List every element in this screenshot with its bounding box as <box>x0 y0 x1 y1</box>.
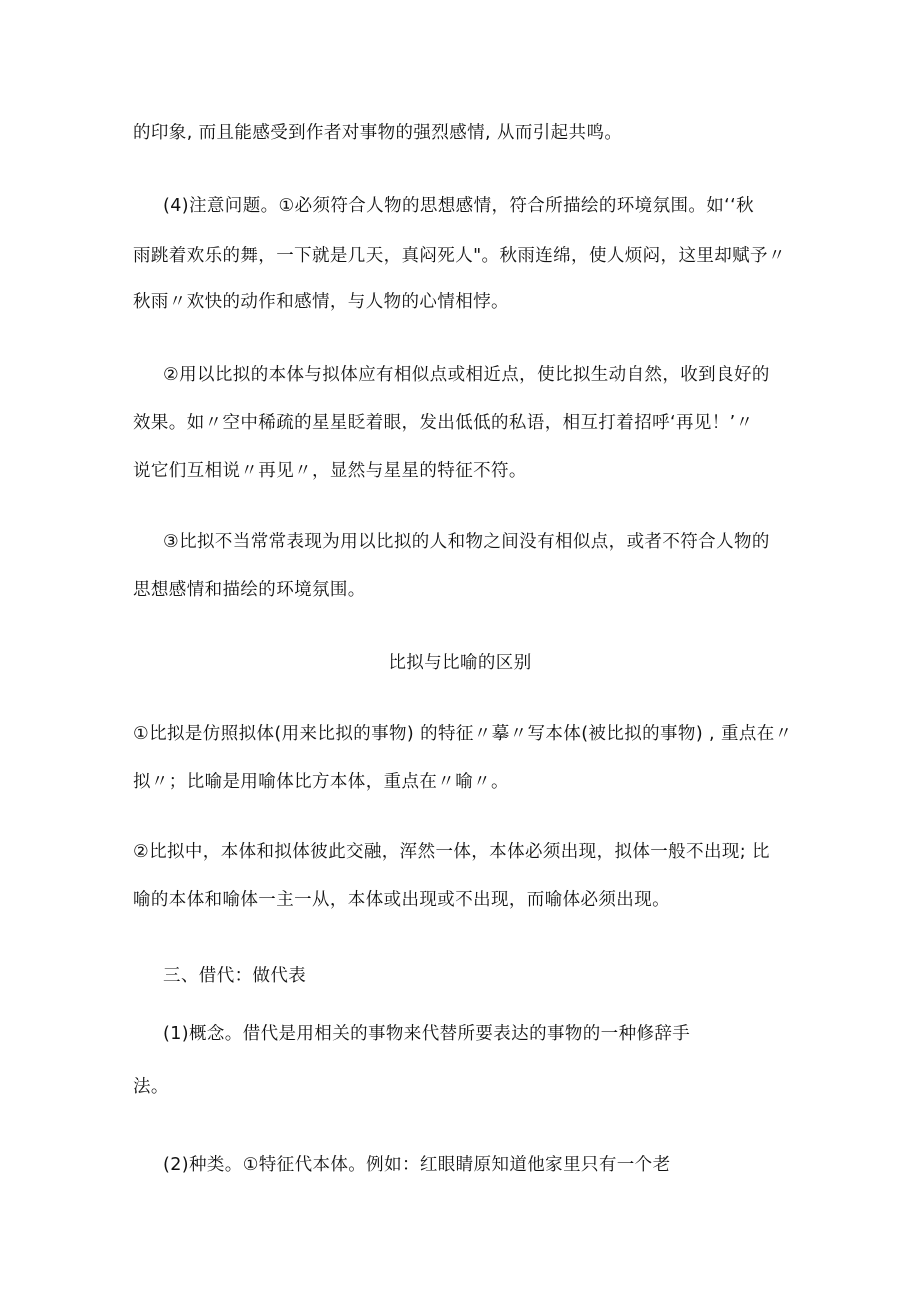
paragraph-line: 思想感情和描绘的环境氛围。 <box>133 580 366 600</box>
paragraph-line: 说它们互相说〃再见〃，显然与星星的特征不符。 <box>133 461 527 481</box>
paragraph-line: ③比拟不当常常表现为用以比拟的人和物之间没有相似点，或者不符合人物的 <box>163 532 770 552</box>
paragraph-line: 雨跳着欢乐的舞，一下就是几天，真闷死人"。秋雨连绵，使人烦闷，这里却赋予〃 <box>133 246 786 266</box>
paragraph-line: 喻的本体和喻体一主一从，本体或出现或不出现，而喻体必须出现。 <box>133 890 670 910</box>
paragraph-line: 法。 <box>133 1077 169 1097</box>
paragraph-line: 拟〃；比喻是用喻体比方本体，重点在〃喻〃。 <box>133 772 509 792</box>
paragraph-line: ②用以比拟的本体与拟体应有相似点或相近点，使比拟生动自然，收到良好的 <box>163 365 770 385</box>
paragraph-line: (2)种类。①特征代本体。例如：红眼睛原知道他家里只有一个老 <box>163 1155 671 1175</box>
paragraph-line: ①比拟是仿照拟体(用来比拟的事物) 的特征〃摹〃写本体(被比拟的事物) , 重点在〃 <box>133 724 793 744</box>
paragraph-line: 的印象, 而且能感受到作者对事物的强烈感情, 从而引起共鸣。 <box>133 123 623 143</box>
paragraph-line: (4)注意问题。①必须符合人物的思想感情，符合所描绘的环境氛围。如‘‘秋 <box>163 196 755 216</box>
paragraph-line: 效果。如〃空中稀疏的星星眨着眼，发出低低的私语，相互打着招呼‘再见！’〃 <box>133 413 754 433</box>
paragraph-line: (1)概念。借代是用相关的事物来代替所要表达的事物的一种修辞手 <box>163 1024 691 1044</box>
paragraph-line: 秋雨〃欢快的动作和感情，与人物的心情相悖。 <box>133 292 509 312</box>
section-heading: 比拟与比喻的区别 <box>388 653 532 673</box>
paragraph-line: ②比拟中，本体和拟体彼此交融，浑然一体，本体必须出现，拟体一般不出现; 比 <box>133 842 770 862</box>
section-title: 三、借代：做代表 <box>163 966 307 986</box>
